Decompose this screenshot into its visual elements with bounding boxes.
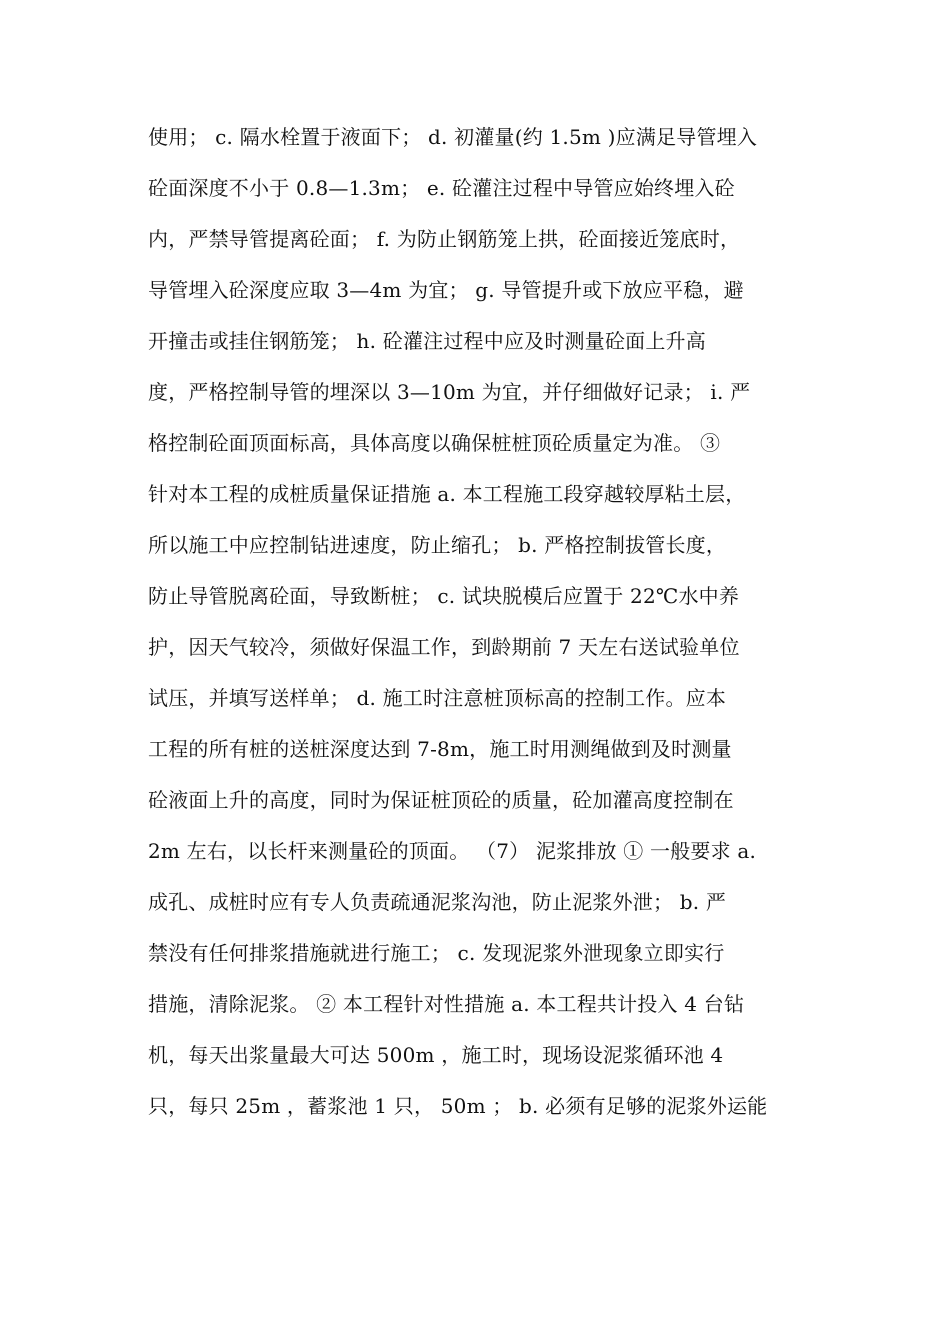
text-line: 针对本工程的成桩质量保证措施 a. 本工程施工段穿越较厚粘土层， bbox=[148, 482, 746, 506]
text-line: 开撞击或挂住钢筋笼； h. 砼灌注过程中应及时测量砼面上升高 bbox=[148, 329, 706, 353]
text-line: 内，严禁导管提离砼面； f. 为防止钢筋笼上拱，砼面接近笼底时， bbox=[148, 227, 741, 251]
text-line: 度，严格控制导管的埋深以 3—10m 为宜，并仔细做好记录； i. 严 bbox=[148, 380, 751, 404]
text-line: 砼面深度不小于 0.8—1.3m； e. 砼灌注过程中导管应始终埋入砼 bbox=[148, 176, 735, 200]
text-line: 成孔、成桩时应有专人负责疏通泥浆沟池，防止泥浆外泄； b. 严 bbox=[148, 890, 727, 914]
text-line: 所以施工中应控制钻进速度，防止缩孔； b. 严格控制拔管长度， bbox=[148, 533, 727, 557]
text-line: 护，因天气较冷，须做好保温工作，到龄期前 7 天左右送试验单位 bbox=[148, 635, 740, 659]
text-line: 试压，并填写送样单； d. 施工时注意桩顶标高的控制工作。应本 bbox=[148, 686, 727, 710]
text-line: 2m 左右，以长杆来测量砼的顶面。 （7） 泥浆排放 ① 一般要求 a. bbox=[148, 839, 757, 863]
body-text bbox=[148, 112, 808, 1132]
text-line: 防止导管脱离砼面，导致断桩； c. 试块脱模后应置于 22℃水中养 bbox=[148, 584, 740, 608]
text-line: 机，每天出浆量最大可达 500m ，施工时，现场设泥浆循环池 4 bbox=[148, 1043, 724, 1067]
text-line: 导管埋入砼深度应取 3—4m 为宜； g. 导管提升或下放应平稳，避 bbox=[148, 278, 744, 302]
text-line: 使用； c. 隔水栓置于液面下； d. 初灌量(约 1.5m )应满足导管埋入 bbox=[148, 125, 758, 149]
text-line: 禁没有任何排浆措施就进行施工； c. 发现泥浆外泄现象立即实行 bbox=[148, 941, 725, 965]
text-line: 砼液面上升的高度，同时为保证桩顶砼的质量，砼加灌高度控制在 bbox=[148, 788, 734, 812]
text-line: 格控制砼面顶面标高，具体高度以确保桩桩顶砼质量定为准。 ③ bbox=[148, 431, 721, 455]
text-line: 只，每只 25m ，蓄浆池 1 只， 50m ； b. 必须有足够的泥浆外运能 bbox=[148, 1094, 768, 1118]
text-line: 工程的所有桩的送桩深度达到 7-8m，施工时用测绳做到及时测量 bbox=[148, 737, 732, 761]
text-line: 措施，清除泥浆。 ② 本工程针对性措施 a. 本工程共计投入 4 台钻 bbox=[148, 992, 745, 1016]
